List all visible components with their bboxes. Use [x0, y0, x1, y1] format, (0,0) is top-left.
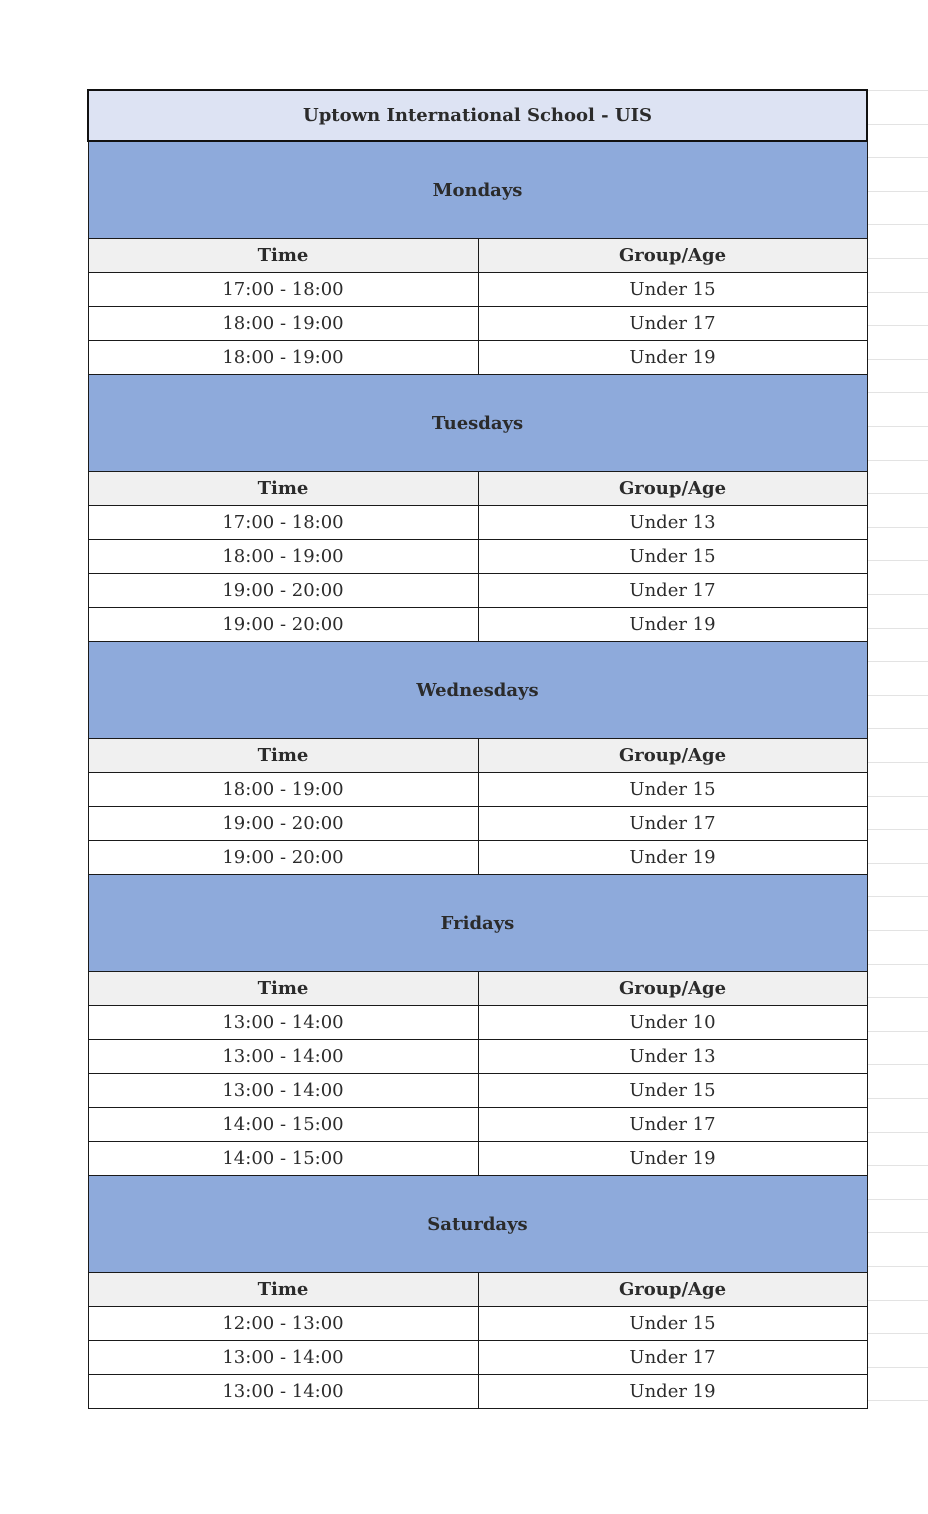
- column-header-row: [88, 239, 867, 273]
- time-column-header: Time: [88, 972, 478, 1006]
- gridline: [866, 392, 928, 393]
- schedule-table: [87, 89, 868, 1409]
- day-header-row: [88, 141, 867, 239]
- gridline: [866, 460, 928, 461]
- group-cell: Under 10: [478, 1006, 867, 1040]
- gridline: [866, 560, 928, 561]
- gridline: [866, 997, 928, 998]
- group-cell: Under 17: [478, 807, 867, 841]
- group-cell: Under 15: [478, 540, 867, 574]
- table-row: [88, 608, 867, 642]
- gridline: [866, 661, 928, 662]
- day-title-tuesdays: Tuesdays: [88, 375, 867, 472]
- column-header-row: [88, 1273, 867, 1307]
- time-cell: 18:00 - 19:00: [88, 540, 478, 574]
- day-title-mondays: Mondays: [88, 141, 867, 239]
- group-column-header: Group/Age: [478, 472, 867, 506]
- gridline: [866, 1165, 928, 1166]
- time-cell: 13:00 - 14:00: [88, 1341, 478, 1375]
- schedule-title: Uptown International School - UIS: [88, 90, 867, 141]
- time-column-header: Time: [88, 1273, 478, 1307]
- gridline: [866, 1064, 928, 1065]
- table-row: [88, 1108, 867, 1142]
- gridline: [866, 1232, 928, 1233]
- column-header-row: [88, 739, 867, 773]
- gridline: [866, 1400, 928, 1401]
- group-cell: Under 19: [478, 608, 867, 642]
- gridline: [866, 325, 928, 326]
- table-row: [88, 807, 867, 841]
- day-header-row: [88, 1176, 867, 1273]
- gridline: [866, 527, 928, 528]
- gridline: [866, 964, 928, 965]
- time-cell: 14:00 - 15:00: [88, 1108, 478, 1142]
- group-cell: Under 19: [478, 1142, 867, 1176]
- time-column-header: Time: [88, 239, 478, 273]
- time-cell: 19:00 - 20:00: [88, 608, 478, 642]
- time-column-header: Time: [88, 739, 478, 773]
- gridline: [866, 359, 928, 360]
- group-cell: Under 17: [478, 574, 867, 608]
- table-row: [88, 1074, 867, 1108]
- group-cell: Under 15: [478, 1307, 867, 1341]
- gridline: [866, 493, 928, 494]
- group-cell: Under 19: [478, 1375, 867, 1409]
- time-cell: 19:00 - 20:00: [88, 574, 478, 608]
- time-cell: 18:00 - 19:00: [88, 773, 478, 807]
- time-cell: 18:00 - 19:00: [88, 307, 478, 341]
- time-cell: 13:00 - 14:00: [88, 1375, 478, 1409]
- gridline: [866, 157, 928, 158]
- gridline: [866, 191, 928, 192]
- group-cell: Under 19: [478, 341, 867, 375]
- gridline: [866, 628, 928, 629]
- group-cell: Under 17: [478, 1341, 867, 1375]
- time-cell: 19:00 - 20:00: [88, 807, 478, 841]
- day-header-row: [88, 875, 867, 972]
- title-row: [88, 90, 867, 141]
- table-row: [88, 506, 867, 540]
- table-row: [88, 1375, 867, 1409]
- column-header-row: [88, 972, 867, 1006]
- time-column-header: Time: [88, 472, 478, 506]
- group-column-header: Group/Age: [478, 1273, 867, 1307]
- gridline: [866, 258, 928, 259]
- group-cell: Under 15: [478, 773, 867, 807]
- gridline: [866, 1132, 928, 1133]
- gridline: [866, 1199, 928, 1200]
- group-column-header: Group/Age: [478, 239, 867, 273]
- day-title-fridays: Fridays: [88, 875, 867, 972]
- table-row: [88, 1040, 867, 1074]
- gridline: [866, 594, 928, 595]
- table-row: [88, 307, 867, 341]
- time-cell: 13:00 - 14:00: [88, 1006, 478, 1040]
- table-row: [88, 1142, 867, 1176]
- group-cell: Under 19: [478, 841, 867, 875]
- table-row: [88, 773, 867, 807]
- group-column-header: Group/Age: [478, 972, 867, 1006]
- group-column-header: Group/Age: [478, 739, 867, 773]
- day-title-saturdays: Saturdays: [88, 1176, 867, 1273]
- day-header-row: [88, 375, 867, 472]
- gridline: [866, 426, 928, 427]
- gridline: [866, 1031, 928, 1032]
- gridline: [866, 1333, 928, 1334]
- gridline: [866, 796, 928, 797]
- group-cell: Under 15: [478, 273, 867, 307]
- group-cell: Under 13: [478, 1040, 867, 1074]
- table-row: [88, 841, 867, 875]
- time-cell: 13:00 - 14:00: [88, 1074, 478, 1108]
- gridline: [866, 292, 928, 293]
- table-row: [88, 540, 867, 574]
- gridline: [866, 224, 928, 225]
- time-cell: 12:00 - 13:00: [88, 1307, 478, 1341]
- group-cell: Under 15: [478, 1074, 867, 1108]
- time-cell: 17:00 - 18:00: [88, 506, 478, 540]
- column-header-row: [88, 472, 867, 506]
- gridline: [866, 90, 928, 91]
- gridline: [866, 1367, 928, 1368]
- time-cell: 13:00 - 14:00: [88, 1040, 478, 1074]
- table-row: [88, 1341, 867, 1375]
- time-cell: 17:00 - 18:00: [88, 273, 478, 307]
- gridline: [866, 728, 928, 729]
- table-row: [88, 1006, 867, 1040]
- time-cell: 14:00 - 15:00: [88, 1142, 478, 1176]
- gridline: [866, 896, 928, 897]
- gridline: [866, 829, 928, 830]
- gridline: [866, 1266, 928, 1267]
- gridline: [866, 1098, 928, 1099]
- table-row: [88, 273, 867, 307]
- gridline: [866, 1300, 928, 1301]
- time-cell: 19:00 - 20:00: [88, 841, 478, 875]
- table-row: [88, 341, 867, 375]
- gridline: [866, 124, 928, 125]
- gridline: [866, 930, 928, 931]
- time-cell: 18:00 - 19:00: [88, 341, 478, 375]
- day-header-row: [88, 642, 867, 739]
- group-cell: Under 13: [478, 506, 867, 540]
- group-cell: Under 17: [478, 307, 867, 341]
- day-title-wednesdays: Wednesdays: [88, 642, 867, 739]
- gridline: [866, 762, 928, 763]
- gridline: [866, 863, 928, 864]
- gridline: [866, 695, 928, 696]
- group-cell: Under 17: [478, 1108, 867, 1142]
- table-row: [88, 574, 867, 608]
- table-row: [88, 1307, 867, 1341]
